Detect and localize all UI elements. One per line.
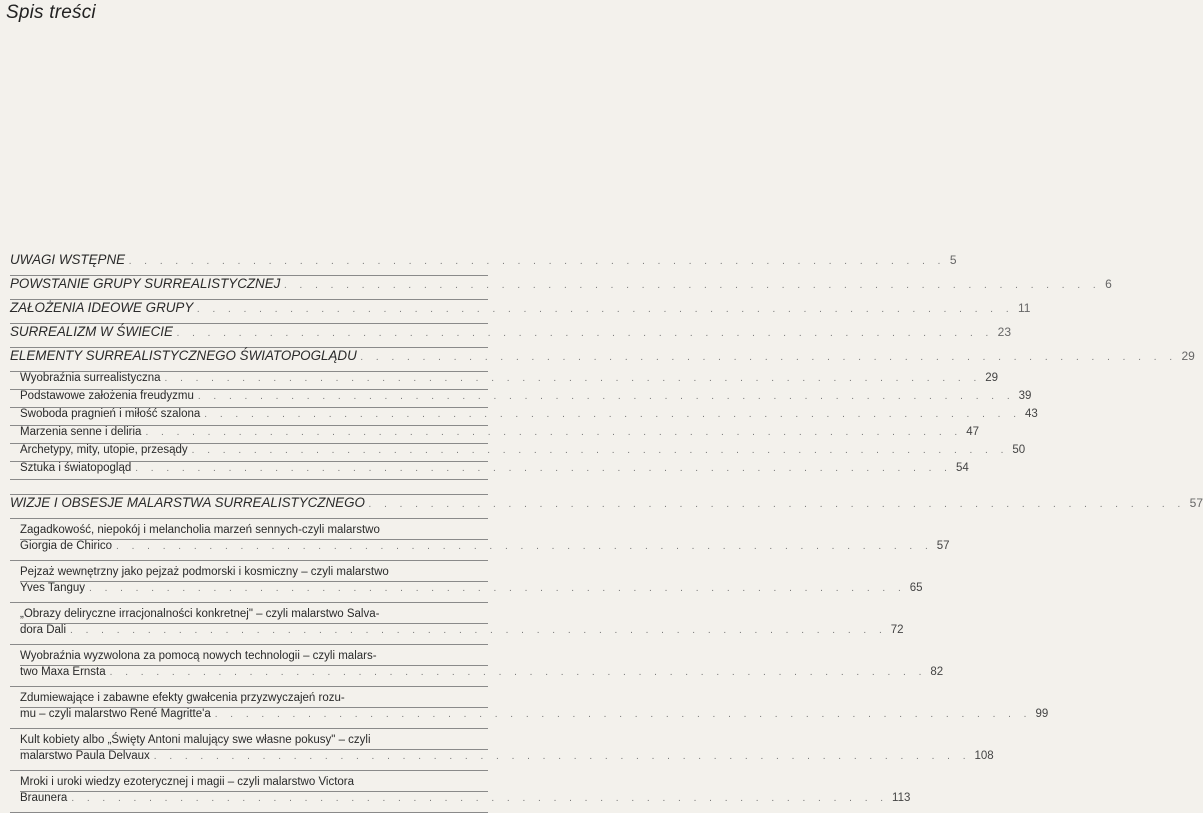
leader-dots: . . . . . . . . . . . . . . . . . . . . . . . . . . . . . . . . . . . . . . . . . . . . . . . . . . . . . [164,373,982,384]
toc-heading-label: SURREALIZM W ŚWIECIE [10,324,173,339]
toc-subentry-line2: two Maxa Ernsta [20,666,106,678]
page-number: 72 [890,624,904,636]
leader-dots: . . . . . . . . . . . . . . . . . . . . . . . . . . . . . . . . . . . . . . . . . . . . . . . . . . . . . [191,445,1009,456]
toc-subentry-line1: Wyobraźnia wyzwolona za pomocą nowych technologii – czyli malars- [20,648,488,666]
page-title: Spis treści [6,2,96,23]
page-number: 47 [966,426,979,438]
toc-subentry[interactable] [10,372,999,390]
leader-dots: . . . . . . . . . . . . . . . . . . . . . . . . . . . . . . . . . . . . . . . . . . . . . . . . . . . . . [145,427,963,438]
toc-subentry-line1: Pejzaż wewnętrzny jako pejzaż podmorski i kosmiczny – czyli malarstwo [20,564,488,582]
leader-dots: . . . . . . . . . . . . . . . . . . . . . . . . . . . . . . . . . . . . . . . . . . . . . . . . . . . . . [89,583,906,594]
toc-heading-label: ELEMENTY SURREALISTYCZNEGO ŚWIATOPOGLĄDU [10,348,357,363]
page-number: 43 [1025,408,1038,420]
toc-subentry[interactable] [10,408,1038,426]
toc-subentry-line2: dora Dali [20,624,67,636]
leader-dots: . . . . . . . . . . . . . . . . . . . . . . . . . . . . . . . . . . . . . . . . . . . . . . . . . . . . . [153,751,971,762]
toc-heading-label: POWSTANIE GRUPY SURREALISTYCZNEJ [10,276,281,291]
leader-dots: . . . . . . . . . . . . . . . . . . . . . . . . . . . . . . . . . . . . . . . . . . . . . . . . . . . . . [129,256,946,267]
toc-subentry[interactable] [10,729,994,771]
leader-dots: . . . . . . . . . . . . . . . . . . . . . . . . . . . . . . . . . . . . . . . . . . . . . . . . . . . . . [368,499,1186,510]
toc-heading[interactable] [10,252,957,276]
toc-subentry[interactable] [10,444,1026,462]
leader-dots: . . . . . . . . . . . . . . . . . . . . . . . . . . . . . . . . . . . . . . . . . . . . . . . . . . . . . [197,304,1015,315]
table-of-contents [10,252,1203,813]
leader-dots: . . . . . . . . . . . . . . . . . . . . . . . . . . . . . . . . . . . . . . . . . . . . . . . . . . . . . [116,541,933,552]
section-gap [10,480,488,495]
toc-subentry-label: Marzenia senne i deliria [20,426,142,438]
leader-dots: . . . . . . . . . . . . . . . . . . . . . . . . . . . . . . . . . . . . . . . . . . . . . . . . . . . . . [214,709,1032,720]
leader-dots: . . . . . . . . . . . . . . . . . . . . . . . . . . . . . . . . . . . . . . . . . . . . . . . . . . . . . [204,409,1022,420]
page-number: 82 [930,666,944,678]
leader-dots: . . . . . . . . . . . . . . . . . . . . . . . . . . . . . . . . . . . . . . . . . . . . . . . . . . . . . [360,352,1178,363]
page-number: 11 [1018,301,1031,315]
toc-subentry-line2: Braunera [20,792,68,804]
page-number: 99 [1035,708,1049,720]
toc-subentry[interactable] [10,462,969,480]
toc-heading-label: UWAGI WSTĘPNE [10,252,126,267]
page-number: 57 [1189,496,1203,510]
toc-heading-label: WIZJE I OBSESJE MALARSTWA SURREALISTYCZNEGO [10,495,365,510]
page-number: 54 [955,462,969,474]
leader-dots: . . . . . . . . . . . . . . . . . . . . . . . . . . . . . . . . . . . . . . . . . . . . . . . . . . . . . [109,667,927,678]
toc-heading[interactable] [10,300,1031,324]
toc-subentry[interactable] [10,519,950,561]
toc-subentry-line2: mu – czyli malarstwo René Magritte'a [20,708,211,720]
leader-dots: . . . . . . . . . . . . . . . . . . . . . . . . . . . . . . . . . . . . . . . . . . . . . . . . . . . . . [135,463,952,474]
page-number: 29 [1181,349,1195,363]
toc-subentry-line1: Kult kobiety albo „Święty Antoni malujący swe własne pokusy" – czyli [20,732,488,750]
leader-dots: . . . . . . . . . . . . . . . . . . . . . . . . . . . . . . . . . . . . . . . . . . . . . . . . . . . . . [70,625,887,636]
toc-subentry-label: Swoboda pragnień i miłość szalona [20,408,201,420]
toc-subentry-line1: Mroki i uroki wiedzy ezoterycznej i magii – czyli malarstwo Victora [20,774,488,792]
toc-heading[interactable] [10,324,1012,348]
toc-subentry-line1: Zagadkowość, niepokój i melancholia marzeń sennych-czyli malarstwo [20,522,488,540]
toc-subentry[interactable] [10,771,911,813]
toc-subentry[interactable] [10,645,944,687]
leader-dots: . . . . . . . . . . . . . . . . . . . . . . . . . . . . . . . . . . . . . . . . . . . . . . . . . . . . . [284,280,1102,291]
toc-subentry-line2: malarstwo Paula Delvaux [20,750,150,762]
toc-subentry-label: Sztuka i światopogląd [20,462,132,474]
toc-subentry-line1: „Obrazy deliryczne irracjonalności konkretnej" – czyli malarstwo Salva- [20,606,488,624]
toc-subentry[interactable] [10,390,1032,408]
leader-dots: . . . . . . . . . . . . . . . . . . . . . . . . . . . . . . . . . . . . . . . . . . . . . . . . . . . . . [71,793,889,804]
toc-subentry-line2: Giorgia de Chirico [20,540,113,552]
page-number: 6 [1105,277,1112,291]
page-number: 57 [936,540,950,552]
page-number: 113 [892,792,911,804]
toc-heading-label: ZAŁOŻENIA IDEOWE GRUPY [10,300,194,315]
page-number: 29 [985,372,999,384]
leader-dots: . . . . . . . . . . . . . . . . . . . . . . . . . . . . . . . . . . . . . . . . . . . . . . . . . . . . . [197,391,1015,402]
toc-subentry[interactable] [10,561,923,603]
page-number: 23 [997,325,1012,339]
toc-subentry[interactable] [10,603,904,645]
page-number: 50 [1012,444,1026,456]
page-number: 39 [1018,390,1032,402]
toc-subentry-label: Wyobraźnia surrealistyczna [20,372,161,384]
page-number: 65 [909,582,923,594]
toc-heading[interactable] [10,276,1112,300]
toc-subentry[interactable] [10,426,979,444]
toc-subentry-line2: Yves Tanguy [20,582,86,594]
page-number: 108 [974,750,994,762]
page-number: 5 [949,253,957,267]
toc-subentry-line1: Zdumiewające i zabawne efekty gwałcenia przyzwyczajeń rozu- [20,690,488,708]
toc-subentry[interactable] [10,687,1049,729]
toc-heading[interactable] [10,495,1203,519]
leader-dots: . . . . . . . . . . . . . . . . . . . . . . . . . . . . . . . . . . . . . . . . . . . . . . . . . . . . . [176,328,994,339]
toc-subentry-label: Podstawowe założenia freudyzmu [20,390,194,402]
toc-subentry-label: Archetypy, mity, utopie, przesądy [20,444,188,456]
toc-heading[interactable] [10,348,1195,372]
